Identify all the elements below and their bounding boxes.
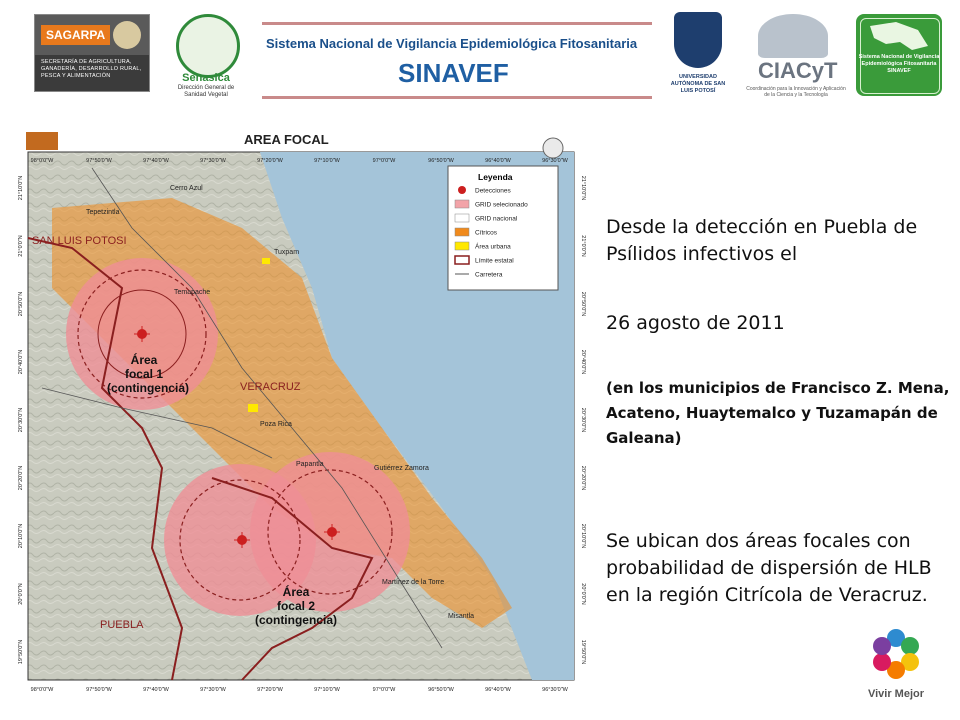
longitude-tick-label-top: 96°50'0"W [428,158,454,164]
detection-legend-icon [458,186,466,194]
latitude-tick-label-left: 20°0'0"N [18,583,24,605]
longitude-tick-label-bottom: 97°30'0"W [200,687,226,693]
svg-text:(contingencia): (contingencia) [254,613,338,627]
detection-intro: Desde la detección en Puebla de Psílidos infectivos el [606,216,918,265]
longitude-tick-label-top: 98°0'0"W [30,158,54,164]
svg-text:focal 2: focal 2 [276,599,316,613]
latitude-tick-label-right: 20°30'0"N [580,407,586,433]
senasica-name: Senasica [182,72,230,84]
latitude-tick-label-right: 20°20'0"N [580,465,586,491]
longitude-tick-label-bottom: 96°30'0"W [542,687,568,693]
latitude-tick-label-right: 19°50'0"N [580,639,586,665]
uaslp-crest-icon [674,12,722,68]
legend-item [455,242,511,251]
longitude-tick-label-bottom: 98°0'0"W [30,687,54,693]
longitude-tick-label-top: 96°30'0"W [542,158,568,164]
place-tuxpam: Tuxpam [274,249,300,256]
place-cerro-azul: Cerro Azul [170,185,203,192]
uaslp-logo [666,12,730,98]
detection-date: 26 agosto de 2011 [606,312,785,334]
urban-tuxpam [262,258,270,264]
focal-summary: Se ubican dos áreas focales con probabilidad de dispersión de HLB en la región Citrícola de Veracruz. [606,530,932,606]
legend-label: Área urbana [475,243,511,251]
place-tepetzintla: Tepetzintla [86,209,120,216]
legend-swatch [455,228,469,236]
legend-item [455,214,518,223]
longitude-tick-label-bottom: 97°0'0"W [372,687,396,693]
focal-area-map [12,128,592,710]
senasica-logo [166,14,246,96]
legend-label: Carretera [475,271,503,279]
latitude-tick-label-left: 21°10'0"N [18,175,24,201]
latitude-tick-label-right: 20°50'0"N [580,291,586,317]
senasica-subtitle: Dirección General de Sanidad Vegetal [177,85,235,98]
system-title: Sistema Nacional de Vigilancia Epidemiológica Fitosanitaria [266,36,638,51]
latitude-tick-label-right: 21°10'0"N [580,175,586,201]
svg-text:focal 1: focal 1 [124,367,164,381]
legend-label: Límite estatal [475,257,514,265]
svg-text:Área: Área [130,353,158,367]
state-label-veracruz: VERACRUZ [240,381,301,393]
uaslp-label: UNIVERSIDAD AUTÓNOMA DE SAN LUIS POTOSÍ [670,74,726,94]
mexico-map-icon [856,16,942,56]
vivir-mejor-logo [856,622,936,712]
longitude-tick-label-bottom: 96°50'0"W [428,687,454,693]
legend-title: Leyenda [478,172,513,182]
north-arrow-icon [543,138,563,158]
map-svg [12,128,592,710]
vivir-mejor-label: Vivir Mejor [867,688,925,700]
legend-label: GRID nacional [475,215,518,223]
longitude-tick-label-bottom: 97°50'0"W [86,687,112,693]
legend-item [455,228,498,237]
place-gutierrez-zamora: Gutiérrez Zamora [374,465,429,472]
ciacyt-subtitle: Coordinación para la Innovación y Aplicación de la Ciencia y la Tecnología [746,86,846,98]
sinavef-logo-text: Sistema Nacional de Vigilancia Epidemiológica Fitosanitaria SINAVEF [858,54,940,74]
sagarpa-subtitle: SECRETARÍA DE AGRICULTURA, GANADERÍA, DESARROLLO RURAL, PESCA Y ALIMENTACIÓN [41,59,142,79]
state-label-puebla: PUEBLA [100,619,144,631]
legend-item [455,200,528,209]
legend-label: Cítricos [475,229,498,237]
sagarpa-brand: SAGARPA [41,25,110,45]
latitude-tick-label-left: 20°10'0"N [18,523,24,549]
municipalities-note: (en los municipios de Francisco Z. Mena, Acateno, Huaytemalco y Tuzamapán de Galeana) [606,379,950,447]
latitude-ticks-left [18,176,24,664]
place-temapache: Temapache [174,289,211,296]
senasica-seal-icon [176,14,240,78]
longitude-tick-label-bottom: 96°40'0"W [485,687,511,693]
latitude-tick-label-left: 20°20'0"N [18,465,24,491]
urban-poza-rica [248,404,258,412]
header-rule-top [262,22,652,25]
longitude-tick-label-bottom: 97°10'0"W [314,687,340,693]
legend-swatch [455,200,469,208]
latitude-tick-label-left: 19°50'0"N [18,639,24,665]
header [0,0,960,108]
latitude-tick-label-left: 21°0'0"N [18,235,24,257]
vivir-mejor-flower-icon [856,622,936,686]
legend-swatch [455,242,469,250]
sinavef-logo [856,14,942,96]
latitude-ticks-right [580,176,586,664]
map-sagarpa-badge [26,132,58,150]
sagarpa-logo [34,14,150,92]
longitude-tick-label-top: 97°50'0"W [86,158,112,164]
longitude-tick-label-top: 97°0'0"W [372,158,396,164]
sinavef-heading: SINAVEF [398,58,509,88]
longitude-tick-label-top: 97°30'0"W [200,158,226,164]
latitude-tick-label-right: 20°0'0"N [580,583,586,605]
latitude-tick-label-right: 20°40'0"N [580,349,586,375]
place-poza-rica: Poza Rica [260,421,292,428]
longitude-tick-label-bottom: 97°40'0"W [143,687,169,693]
latitude-tick-label-right: 20°10'0"N [580,523,586,549]
map-legend [448,166,558,290]
latitude-tick-label-left: 20°50'0"N [18,291,24,317]
state-label-san-luis-potosi: SAN LUIS POTOSI [32,235,127,247]
legend-label: Detecciones [475,187,511,195]
ciacyt-rays-icon [758,14,828,58]
place-martinez-de-la-torre: Martínez de la Torre [382,579,445,586]
svg-text:(contingencia): (contingencia) [106,381,190,395]
latitude-tick-label-left: 20°30'0"N [18,407,24,433]
header-rule-bottom [262,96,652,99]
place-misantla: Misantla [448,613,475,620]
ciacyt-name: CIACyT [758,58,838,83]
longitude-tick-label-top: 97°40'0"W [143,158,169,164]
longitude-tick-label-bottom: 97°20'0"W [257,687,283,693]
latitude-tick-label-left: 20°40'0"N [18,349,24,375]
longitude-tick-label-top: 96°40'0"W [485,158,511,164]
svg-text:Área: Área [282,585,310,599]
longitude-tick-label-top: 97°10'0"W [314,158,340,164]
map-title: AREA FOCAL [244,132,329,147]
legend-swatch [455,214,469,222]
ciacyt-logo [744,14,848,100]
longitude-tick-label-top: 97°20'0"W [257,158,283,164]
place-papantla: Papantla [296,461,324,468]
mexico-eagle-icon [113,21,141,49]
legend-label: GRID selecionado [475,201,528,209]
latitude-tick-label-right: 21°0'0"N [580,235,586,257]
